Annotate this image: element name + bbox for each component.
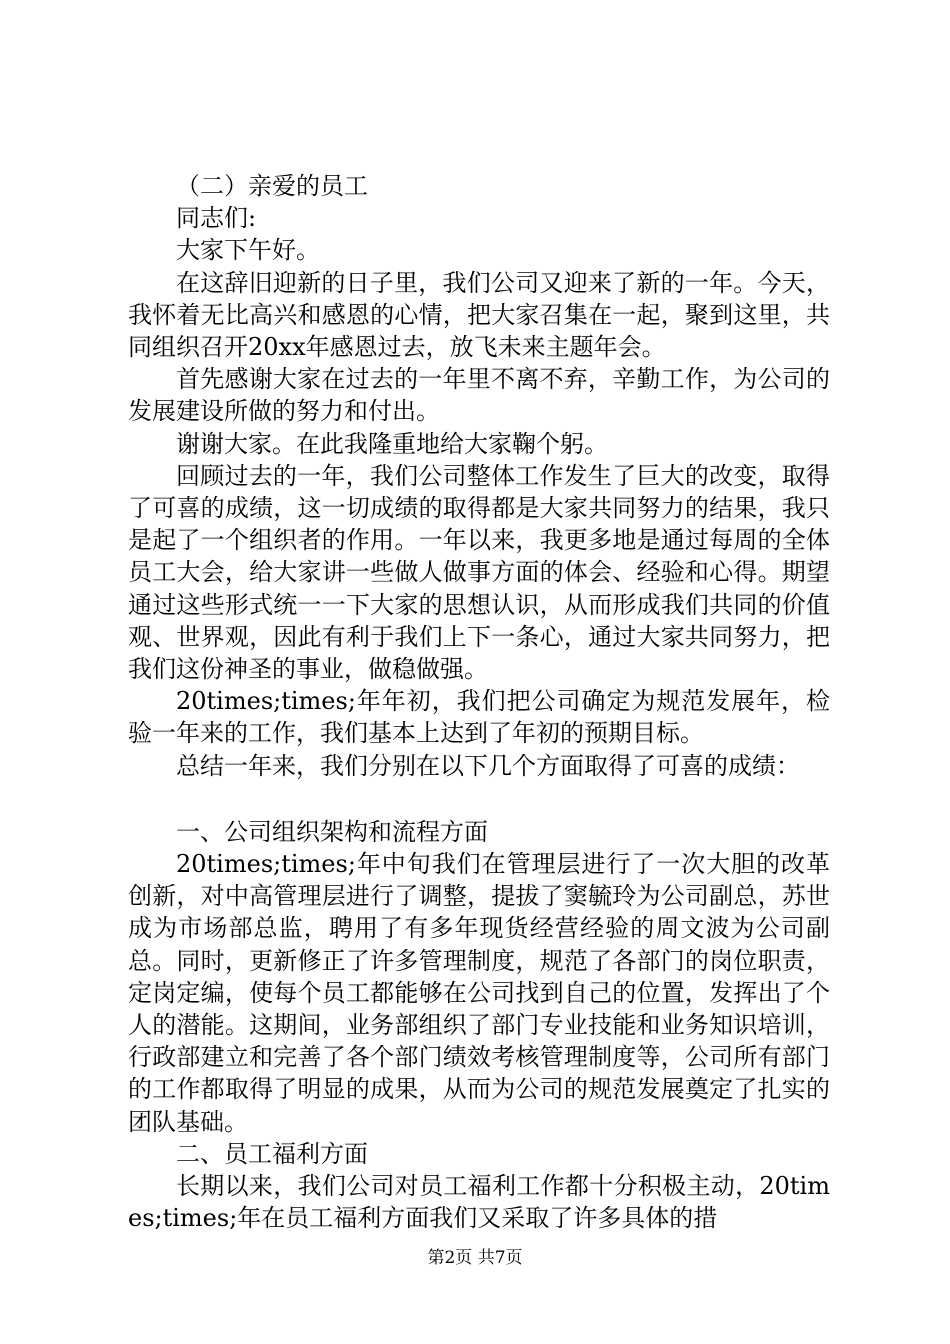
section-title: 一、公司组织架构和流程方面: [176, 817, 488, 846]
greeting: 大家下午好。: [176, 236, 320, 265]
paragraph: 总结一年来，我们分别在以下几个方面取得了可喜的成绩：: [176, 751, 800, 780]
section-body: 长期以来，我们公司对员工福利工作都十分积极主动，20times;times;年在员工福利方面我们又采取了许多具体的措: [128, 1172, 830, 1233]
section-heading: （二）亲爱的员工: [176, 172, 368, 200]
document-body: [128, 170, 830, 1235]
section-title: 二、员工福利方面: [176, 1139, 368, 1168]
section-body: 20times;times;年中旬我们在管理层进行了一次大胆的改革创新，对中高管理层进行了调整，提拔了窦毓玲为公司副总，苏世成为市场部总监，聘用了有多年现货经营经验的周文波为公司副总。同时，更新修正了许多管理制度，规范了各部门的岗位职责，定岗定编，使每个员工都能够在公司找到自己的位置，发挥出了个人的潜能。这期间，业务部组织了部门专业技能和业务知识培训，行政部建立和完善了各个部门绩效考核管理制度等，公司所有部门的工作都取得了明显的成果，从而为公司的规范发展奠定了扎实的团队基础。: [128, 850, 830, 1136]
paragraph: 在这辞旧迎新的日子里，我们公司又迎来了新的一年。今天，我怀着无比高兴和感恩的心情，把大家召集在一起，聚到这里，共同组织召开20xx年感恩过去，放飞未来主题年会。: [128, 268, 830, 362]
paragraph: 谢谢大家。在此我隆重地给大家鞠个躬。: [176, 429, 608, 458]
paragraph: 20times;times;年年初，我们把公司确定为规范发展年，检验一年来的工作，我们基本上达到了年初的预期目标。: [128, 687, 830, 748]
page-number: 第2页: [427, 1248, 473, 1268]
page-footer: [0, 1243, 950, 1268]
paragraph: 回顾过去的一年，我们公司整体工作发生了巨大的改变，取得了可喜的成绩，这一切成绩的取得都是大家共同努力的结果，我只是起了一个组织者的作用。一年以来，我更多地是通过每周的全体员工大会，给大家讲一些做人做事方面的体会、经验和心得。期望通过这些形式统一一下大家的思想认识，从而形成我们共同的价值观、世界观，因此有利于我们上下一条心，通过大家共同努力，把我们这份神圣的事业，做稳做强。: [128, 461, 830, 684]
salutation: 同志们:: [176, 204, 257, 233]
paragraph: 首先感谢大家在过去的一年里不离不弃，辛勤工作，为公司的发展建设所做的努力和付出。: [128, 365, 830, 426]
page-total: 共7页: [477, 1248, 523, 1268]
